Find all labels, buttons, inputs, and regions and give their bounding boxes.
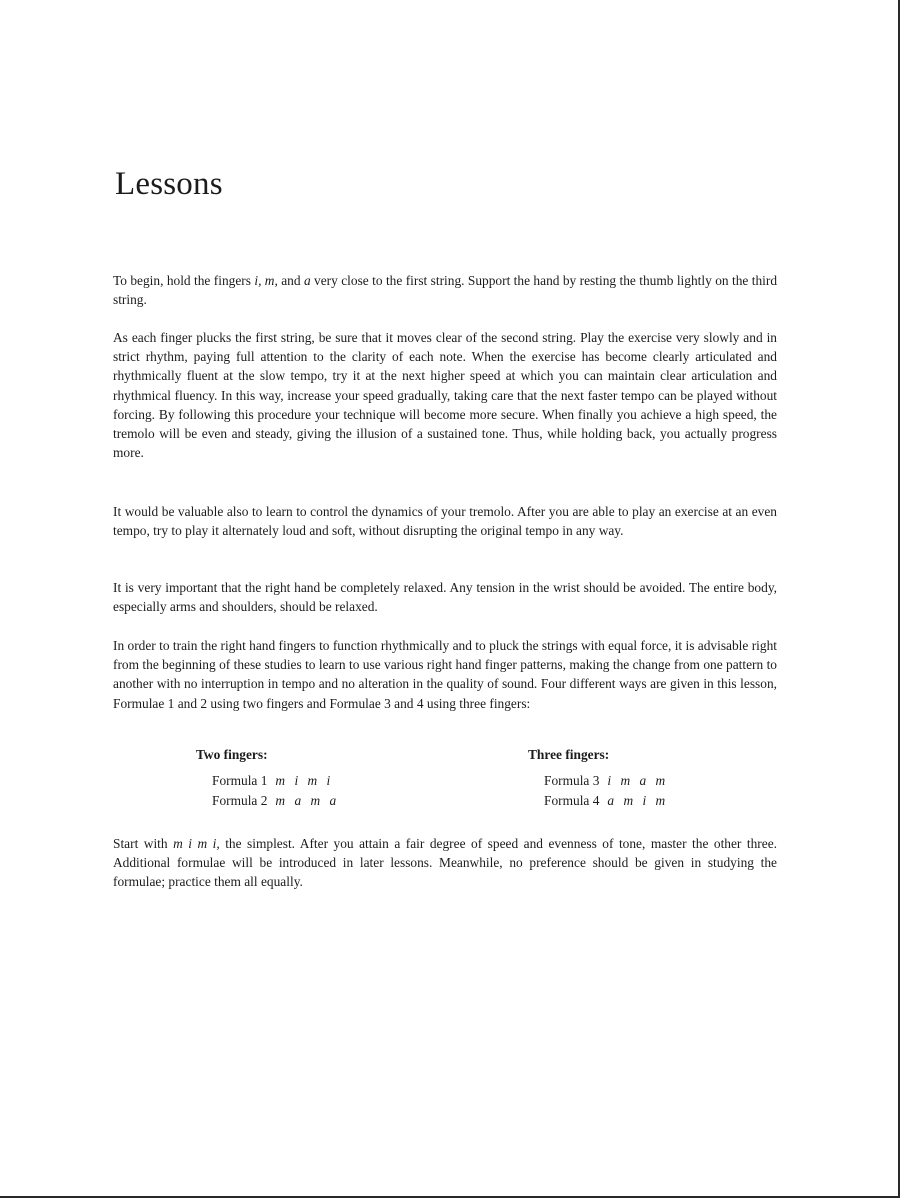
- formula-row: [528, 771, 665, 791]
- formula-row: [196, 791, 336, 811]
- italic-text-run: m i m i,: [173, 836, 220, 851]
- text-run: very close to the first string. Support the hand by resting the thumb lightly on the third string.: [113, 273, 778, 308]
- text-run: It would be valuable also to learn to control the dynamics of your tremolo. After you are able to play an exercise at an even tempo, try to play it alternately loud and soft, without disrupting the original tempo in any way.: [113, 504, 777, 539]
- two-fingers-heading: Two fingers:: [196, 747, 268, 762]
- three-fingers-formulae: [528, 745, 665, 811]
- three-fingers-heading: Three fingers:: [528, 747, 610, 762]
- formula-row: [196, 771, 336, 791]
- paragraph-begin: [113, 271, 777, 309]
- text-run: and: [277, 273, 304, 288]
- formula-label: Formula 3: [544, 773, 600, 788]
- text-run: Start with: [113, 836, 174, 851]
- paragraph-dynamics: [113, 502, 777, 540]
- text-run: In order to train the right hand fingers to function rhythmically and to pluck the strings with equal force, it is advisable right from the beginning of these studies to learn to use various right hand finger patterns, making the change from one pattern to another with no interruption in tempo and no alteration in the quality of sound. Four different ways are given in this lesson, Formulae 1 and 2 using two fingers and Formulae 3 and 4 using three fingers:: [113, 638, 777, 711]
- text-run: To begin, hold the fingers: [113, 273, 255, 288]
- text-run: It is very important that the right hand be completely relaxed. Any tension in the wrist should be avoided. The entire body, especially arms and shoulders, should be relaxed.: [113, 580, 777, 615]
- text-run: the simplest. After you attain a fair degree of speed and evenness of tone, master the other three. Additional formulae will be introduced in later lessons. Meanwhile, no preference should be given in studying the formulae; practice them all equally.: [113, 836, 777, 890]
- formula-fingers: i m a m: [607, 773, 666, 788]
- formula-row: [528, 791, 665, 811]
- text-run: As each finger plucks the first string, be sure that it moves clear of the second string. Play the exercise very slowly and in strict rhythm, paying full attention to the clarity of each note. When the exercise has become clearly articulated and rhythmically fluent at the slow tempo, try it at the next higher speed at which you can maintain clear articulation and rhythmical fluency. In this way, increase your speed gradually, taking care that the next faster tempo can be played without forcing. By following this procedure your technique will become more secure. When finally you achieve a high speed, the tremolo will be even and steady, giving the illusion of a sustained tone. Thus, while holding back, you actually progress more.: [113, 330, 777, 461]
- italic-text-run: a: [303, 273, 311, 288]
- formula-label: Formula 4: [544, 793, 600, 808]
- paragraph-relaxed-hand: [113, 578, 777, 616]
- italic-text-run: i, m,: [254, 273, 278, 288]
- paragraph-start-with: [113, 834, 777, 892]
- formula-label: Formula 1: [212, 773, 268, 788]
- formula-fingers: m a m a: [275, 793, 337, 808]
- formula-fingers: m i m i: [275, 773, 331, 788]
- formula-label: Formula 2: [212, 793, 268, 808]
- paragraph-finger-plucks: [113, 328, 777, 462]
- page-title: Lessons: [115, 166, 223, 202]
- two-fingers-formulae: [196, 745, 336, 811]
- formula-fingers: a m i m: [607, 793, 666, 808]
- paragraph-finger-patterns: [113, 636, 777, 713]
